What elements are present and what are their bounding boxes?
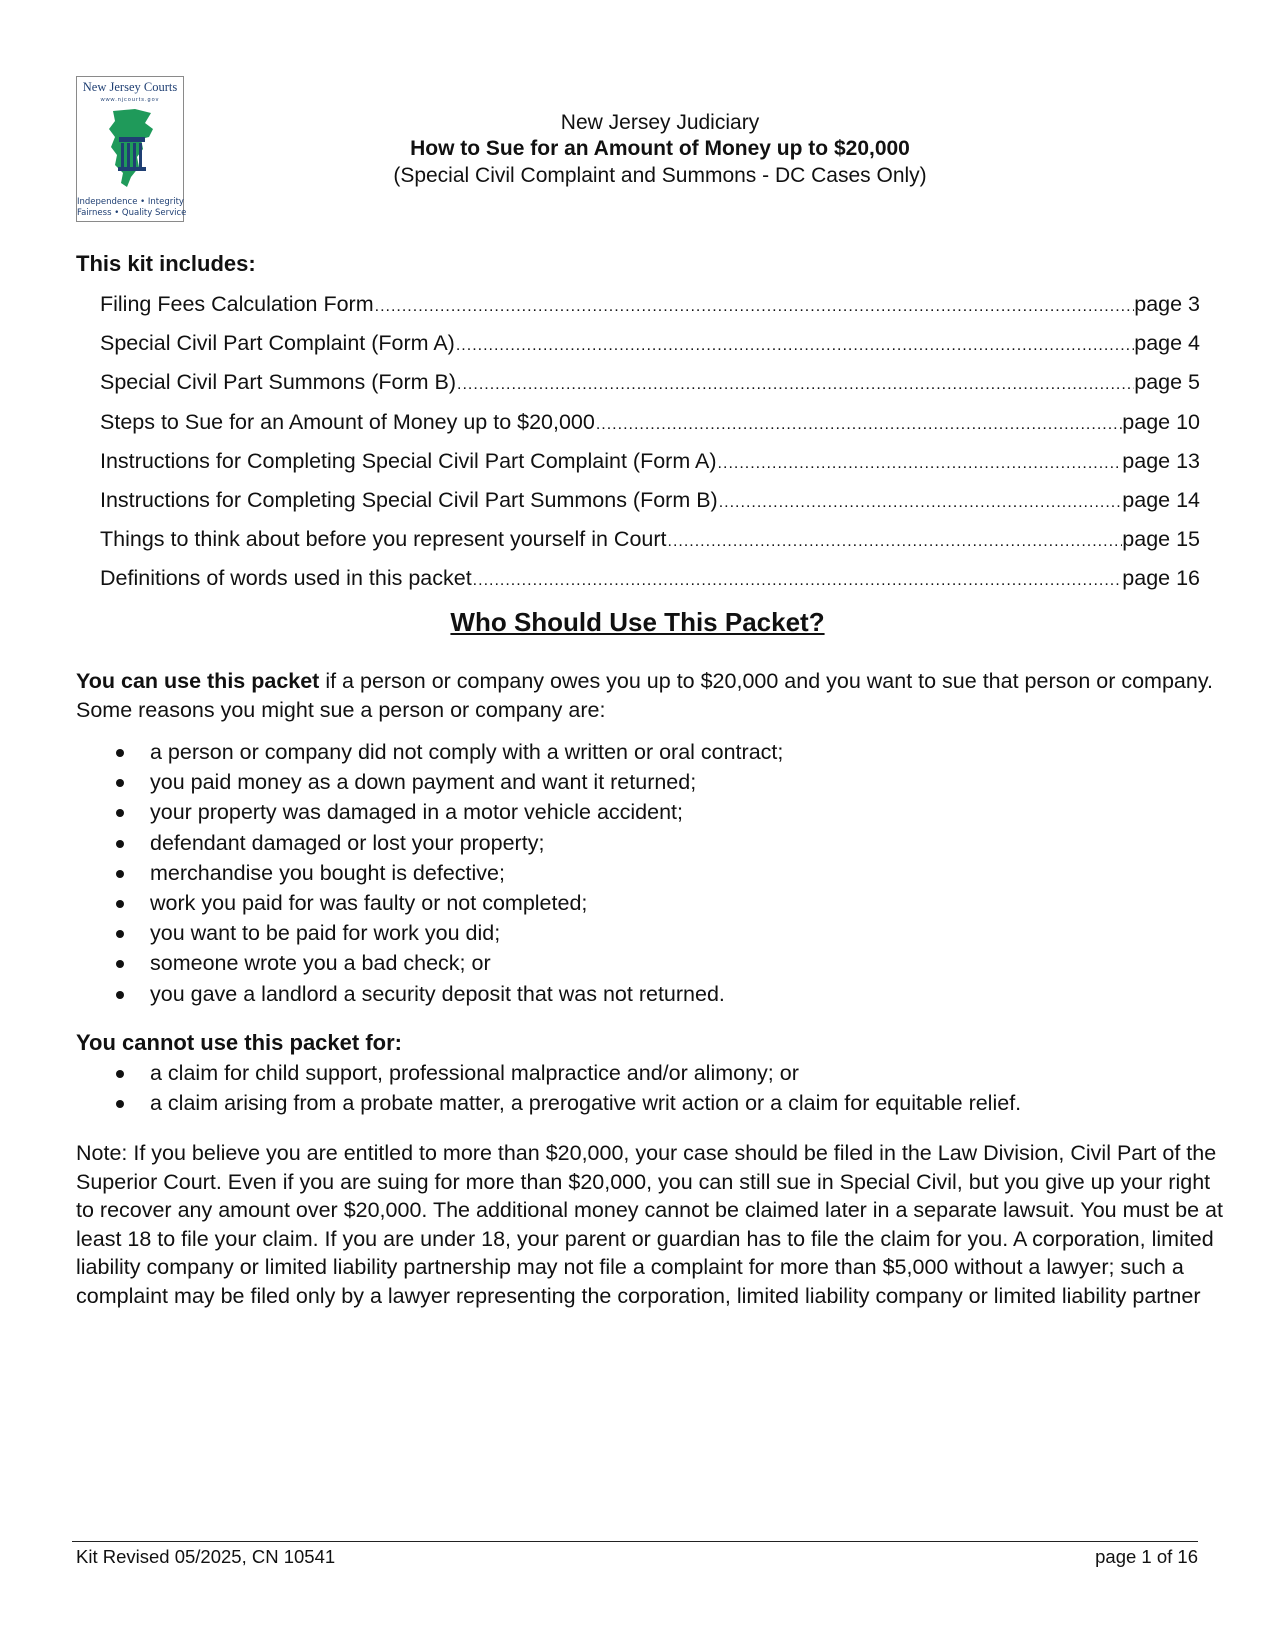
toc-leader [456, 376, 1134, 394]
document-header [190, 110, 1130, 190]
page-title: How to Sue for an Amount of Money up to $20,000 [410, 137, 910, 160]
footer-page-number: page 1 of 16 [1095, 1546, 1198, 1567]
list-item: a person or company did not comply with a written or oral contract; [76, 737, 783, 767]
footer-revision: Kit Revised 05/2025, CN 10541 [76, 1546, 336, 1567]
intro-paragraph [76, 667, 1226, 725]
list-item: defendant damaged or lost your property; [76, 828, 783, 858]
logo-title: New Jersey Courts [82, 80, 178, 94]
toc-label: Definitions of words used in this packet [100, 566, 472, 591]
footer-divider [72, 1541, 1198, 1542]
list-item: a claim arising from a probate matter, a prerogative writ action or a claim for equitable relief. [76, 1088, 1021, 1118]
cannot-use-list [76, 1058, 1021, 1118]
reasons-list [76, 737, 783, 1009]
toc-page: page 14 [1122, 487, 1200, 512]
toc-row [100, 566, 1200, 605]
logo-tagline-2: Fairness • Quality Service [77, 208, 187, 218]
toc-label: Things to think about before you represent yourself in Court [100, 527, 667, 552]
nj-courts-logo [76, 76, 187, 222]
cannot-use-heading: You cannot use this packet for: [76, 1030, 402, 1055]
toc-row [100, 488, 1200, 527]
toc-page: page 5 [1134, 370, 1200, 395]
intro-bold: You can use this packet [76, 669, 320, 693]
list-item: you want to be paid for work you did; [76, 918, 783, 948]
list-item: you gave a landlord a security deposit that was not returned. [76, 979, 783, 1009]
toc-label: Steps to Sue for an Amount of Money up to $20,000 [100, 409, 595, 434]
list-item: your property was damaged in a motor vehicle accident; [76, 797, 783, 827]
toc-row [100, 410, 1200, 449]
note-paragraph: Note: If you believe you are entitled to more than $20,000, your case should be filed in the Law Division, Civil Part of the Superior Court. Even if you are suing for more than $20,000, you can still sue in Special Civil, but you give up your right to recover any amount over $20,000. The additional money cannot be claimed later in a separate lawsuit. You must be at least 18 to file your claim. If you are under 18, your parent or guardian has to file the claim for you. A corporation, limited liability company or limited liability partnership may not file a complaint for more than $5,000 without a lawyer; such a complaint may be filed only by a lawyer representing the corporation, limited liability company or limited liability partner [76, 1141, 1223, 1308]
toc-label: Special Civil Part Summons (Form B) [100, 370, 457, 395]
toc-row [100, 331, 1200, 370]
toc-row [100, 449, 1200, 488]
nj-state-emblem-icon [91, 107, 171, 193]
toc-label: Special Civil Part Complaint (Form A) [100, 331, 455, 356]
toc-leader [717, 455, 1123, 473]
toc-page: page 3 [1134, 292, 1200, 316]
toc-leader [718, 494, 1123, 512]
toc-label: Instructions for Completing Special Civil Part Summons (Form B) [100, 487, 718, 512]
header-org: New Jersey Judiciary [560, 111, 760, 134]
list-item: someone wrote you a bad check; or [76, 948, 783, 978]
page-subtitle: (Special Civil Complaint and Summons - DC Cases Only) [393, 164, 927, 187]
toc-page: page 16 [1122, 566, 1200, 591]
toc-page: page 10 [1122, 409, 1200, 434]
toc-row [100, 370, 1200, 409]
toc-leader [472, 572, 1123, 590]
table-of-contents [100, 292, 1200, 606]
list-item: a claim for child support, professional malpractice and/or alimony; or [76, 1058, 1021, 1088]
toc-label: Instructions for Completing Special Civil Part Complaint (Form A) [100, 448, 717, 473]
toc-leader [667, 533, 1123, 551]
list-item: work you paid for was faulty or not completed; [76, 888, 783, 918]
list-item: you paid money as a down payment and want it returned; [76, 767, 783, 797]
kit-heading: This kit includes: [76, 251, 256, 276]
toc-leader [374, 298, 1135, 316]
logo-url: www.njcourts.gov [100, 97, 160, 103]
section-title: Who Should Use This Packet? [450, 607, 825, 637]
toc-leader [595, 416, 1122, 434]
toc-leader [455, 337, 1134, 355]
logo-tagline-1: Independence • Integrity [77, 197, 184, 207]
toc-page: page 15 [1122, 527, 1200, 552]
toc-label: Filing Fees Calculation Form [100, 292, 374, 316]
toc-page: page 13 [1122, 448, 1200, 473]
toc-row [100, 292, 1200, 331]
toc-row [100, 527, 1200, 566]
intro-text: if a person or company owes you up to $20,000 and you want to sue that person or company. Some reasons you might sue a person or company are: [76, 669, 1213, 722]
toc-page: page 4 [1134, 331, 1200, 356]
list-item: merchandise you bought is defective; [76, 858, 783, 888]
